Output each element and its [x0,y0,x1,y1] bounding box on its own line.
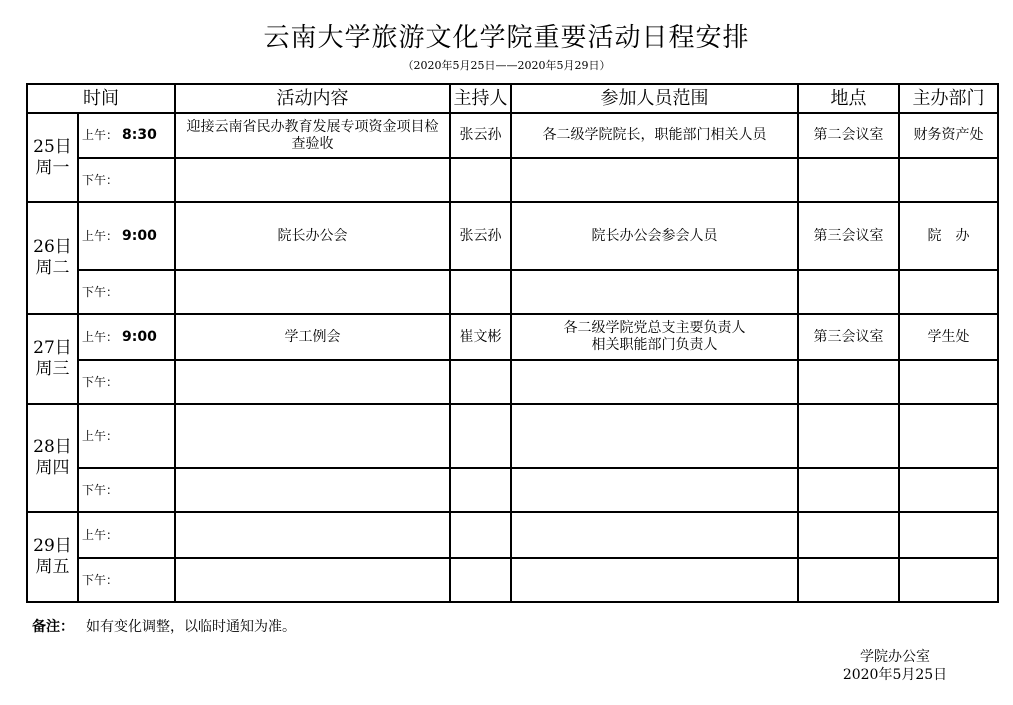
morning-slot [78,202,175,270]
cell-content [175,512,450,558]
slot-time: 9:00 [122,227,157,244]
schedule-row [27,360,998,404]
cell-participants: 院长办公会参会人员 [511,202,798,270]
afternoon-slot [78,360,175,404]
cell-content: 迎接云南省民办教育发展专项资金项目检查验收 [175,113,450,158]
cell-content [175,360,450,404]
cell-host [450,158,511,202]
day-weekday: 周五 [35,557,70,577]
slot-label: 下午： [82,572,119,587]
cell-content [175,468,450,512]
cell-host [450,468,511,512]
slot-label: 下午： [82,284,119,299]
cell-department: 财务资产处 [899,113,998,158]
cell-participants [511,360,798,404]
signature-block [820,648,970,684]
cell-participants [511,558,798,602]
cell-content [175,558,450,602]
day-weekday: 周三 [35,359,70,379]
cell-location [798,558,899,602]
cell-location: 第三会议室 [798,314,899,360]
slot-label: 下午： [82,374,119,389]
document-title: 云南大学旅游文化学院重要活动日程安排 [263,23,750,53]
cell-location: 第三会议室 [798,202,899,270]
afternoon-slot [78,468,175,512]
schedule-row [27,202,998,270]
morning-slot [78,113,175,158]
cell-location [798,512,899,558]
cell-host [450,270,511,314]
cell-location [798,468,899,512]
day-weekday: 周二 [35,258,70,278]
cell-location [798,360,899,404]
cell-department [899,270,998,314]
schedule-row [27,314,998,360]
cell-host: 张云孙 [450,202,511,270]
afternoon-slot [78,270,175,314]
day-date: 28日 [33,437,72,457]
cell-content [175,158,450,202]
day-cell [27,314,78,404]
schedule-row [27,558,998,602]
cell-department [899,158,998,202]
slot-label: 上午： [82,527,119,542]
day-date: 27日 [33,338,72,358]
day-date: 26日 [33,237,72,257]
slot-label: 上午： [82,428,119,443]
signature-date: 2020年5月25日 [842,667,948,683]
cell-content [175,404,450,468]
day-cell [27,512,78,602]
slot-label: 上午： [82,128,119,142]
day-weekday: 周四 [35,458,70,478]
slot-label: 上午： [82,228,119,243]
cell-participants [511,404,798,468]
slot-label: 下午： [82,172,119,187]
schedule-row [27,404,998,468]
cell-department: 院 办 [899,202,998,270]
schedule-row [27,158,998,202]
signature-office: 学院办公室 [860,649,930,665]
day-cell [27,113,78,202]
cell-location [798,270,899,314]
cell-department [899,558,998,602]
header-content: 活动内容 [175,84,450,113]
slot-label: 上午： [82,329,119,344]
remark-text: 如有变化调整，以临时通知为准。 [86,619,296,635]
morning-slot [78,314,175,360]
cell-department [899,404,998,468]
cell-host: 崔文彬 [450,314,511,360]
cell-location [798,404,899,468]
header-row [27,84,998,113]
cell-host [450,512,511,558]
cell-department [899,360,998,404]
slot-time: 8:30 [122,127,157,143]
cell-participants [511,512,798,558]
cell-participants [511,270,798,314]
header-location: 地点 [798,84,899,113]
cell-department: 学生处 [899,314,998,360]
cell-host [450,404,511,468]
cell-participants [511,158,798,202]
day-date: 25日 [33,136,72,157]
date-range-subtitle: （2020年5月25日——2020年5月29日） [402,59,611,72]
slot-label: 下午： [82,482,119,497]
schedule-row [27,468,998,512]
header-host: 主持人 [450,84,511,113]
cell-host [450,360,511,404]
slot-time: 9:00 [122,328,157,345]
cell-host: 张云孙 [450,113,511,158]
schedule-body [27,113,998,602]
cell-content: 院长办公会 [175,202,450,270]
cell-location: 第二会议室 [798,113,899,158]
day-weekday: 周一 [35,157,70,178]
afternoon-slot [78,158,175,202]
schedule-table [26,83,999,603]
cell-location [798,158,899,202]
header-department: 主办部门 [899,84,998,113]
schedule-row [27,270,998,314]
afternoon-slot [78,558,175,602]
remark-label: 备注： [32,619,74,635]
remark [32,618,296,636]
header-time: 时间 [27,84,175,113]
morning-slot [78,404,175,468]
morning-slot [78,512,175,558]
day-date: 29日 [33,536,72,556]
cell-content [175,270,450,314]
header-participants: 参加人员范围 [511,84,798,113]
day-cell [27,202,78,314]
cell-department [899,468,998,512]
day-cell [27,404,78,512]
cell-department [899,512,998,558]
schedule-row [27,113,998,158]
cell-participants: 各二级学院院长，职能部门相关人员 [511,113,798,158]
schedule-row [27,512,998,558]
cell-participants: 各二级学院党总支主要负责人 相关职能部门负责人 [511,314,798,360]
cell-participants [511,468,798,512]
cell-content: 学工例会 [175,314,450,360]
cell-host [450,558,511,602]
